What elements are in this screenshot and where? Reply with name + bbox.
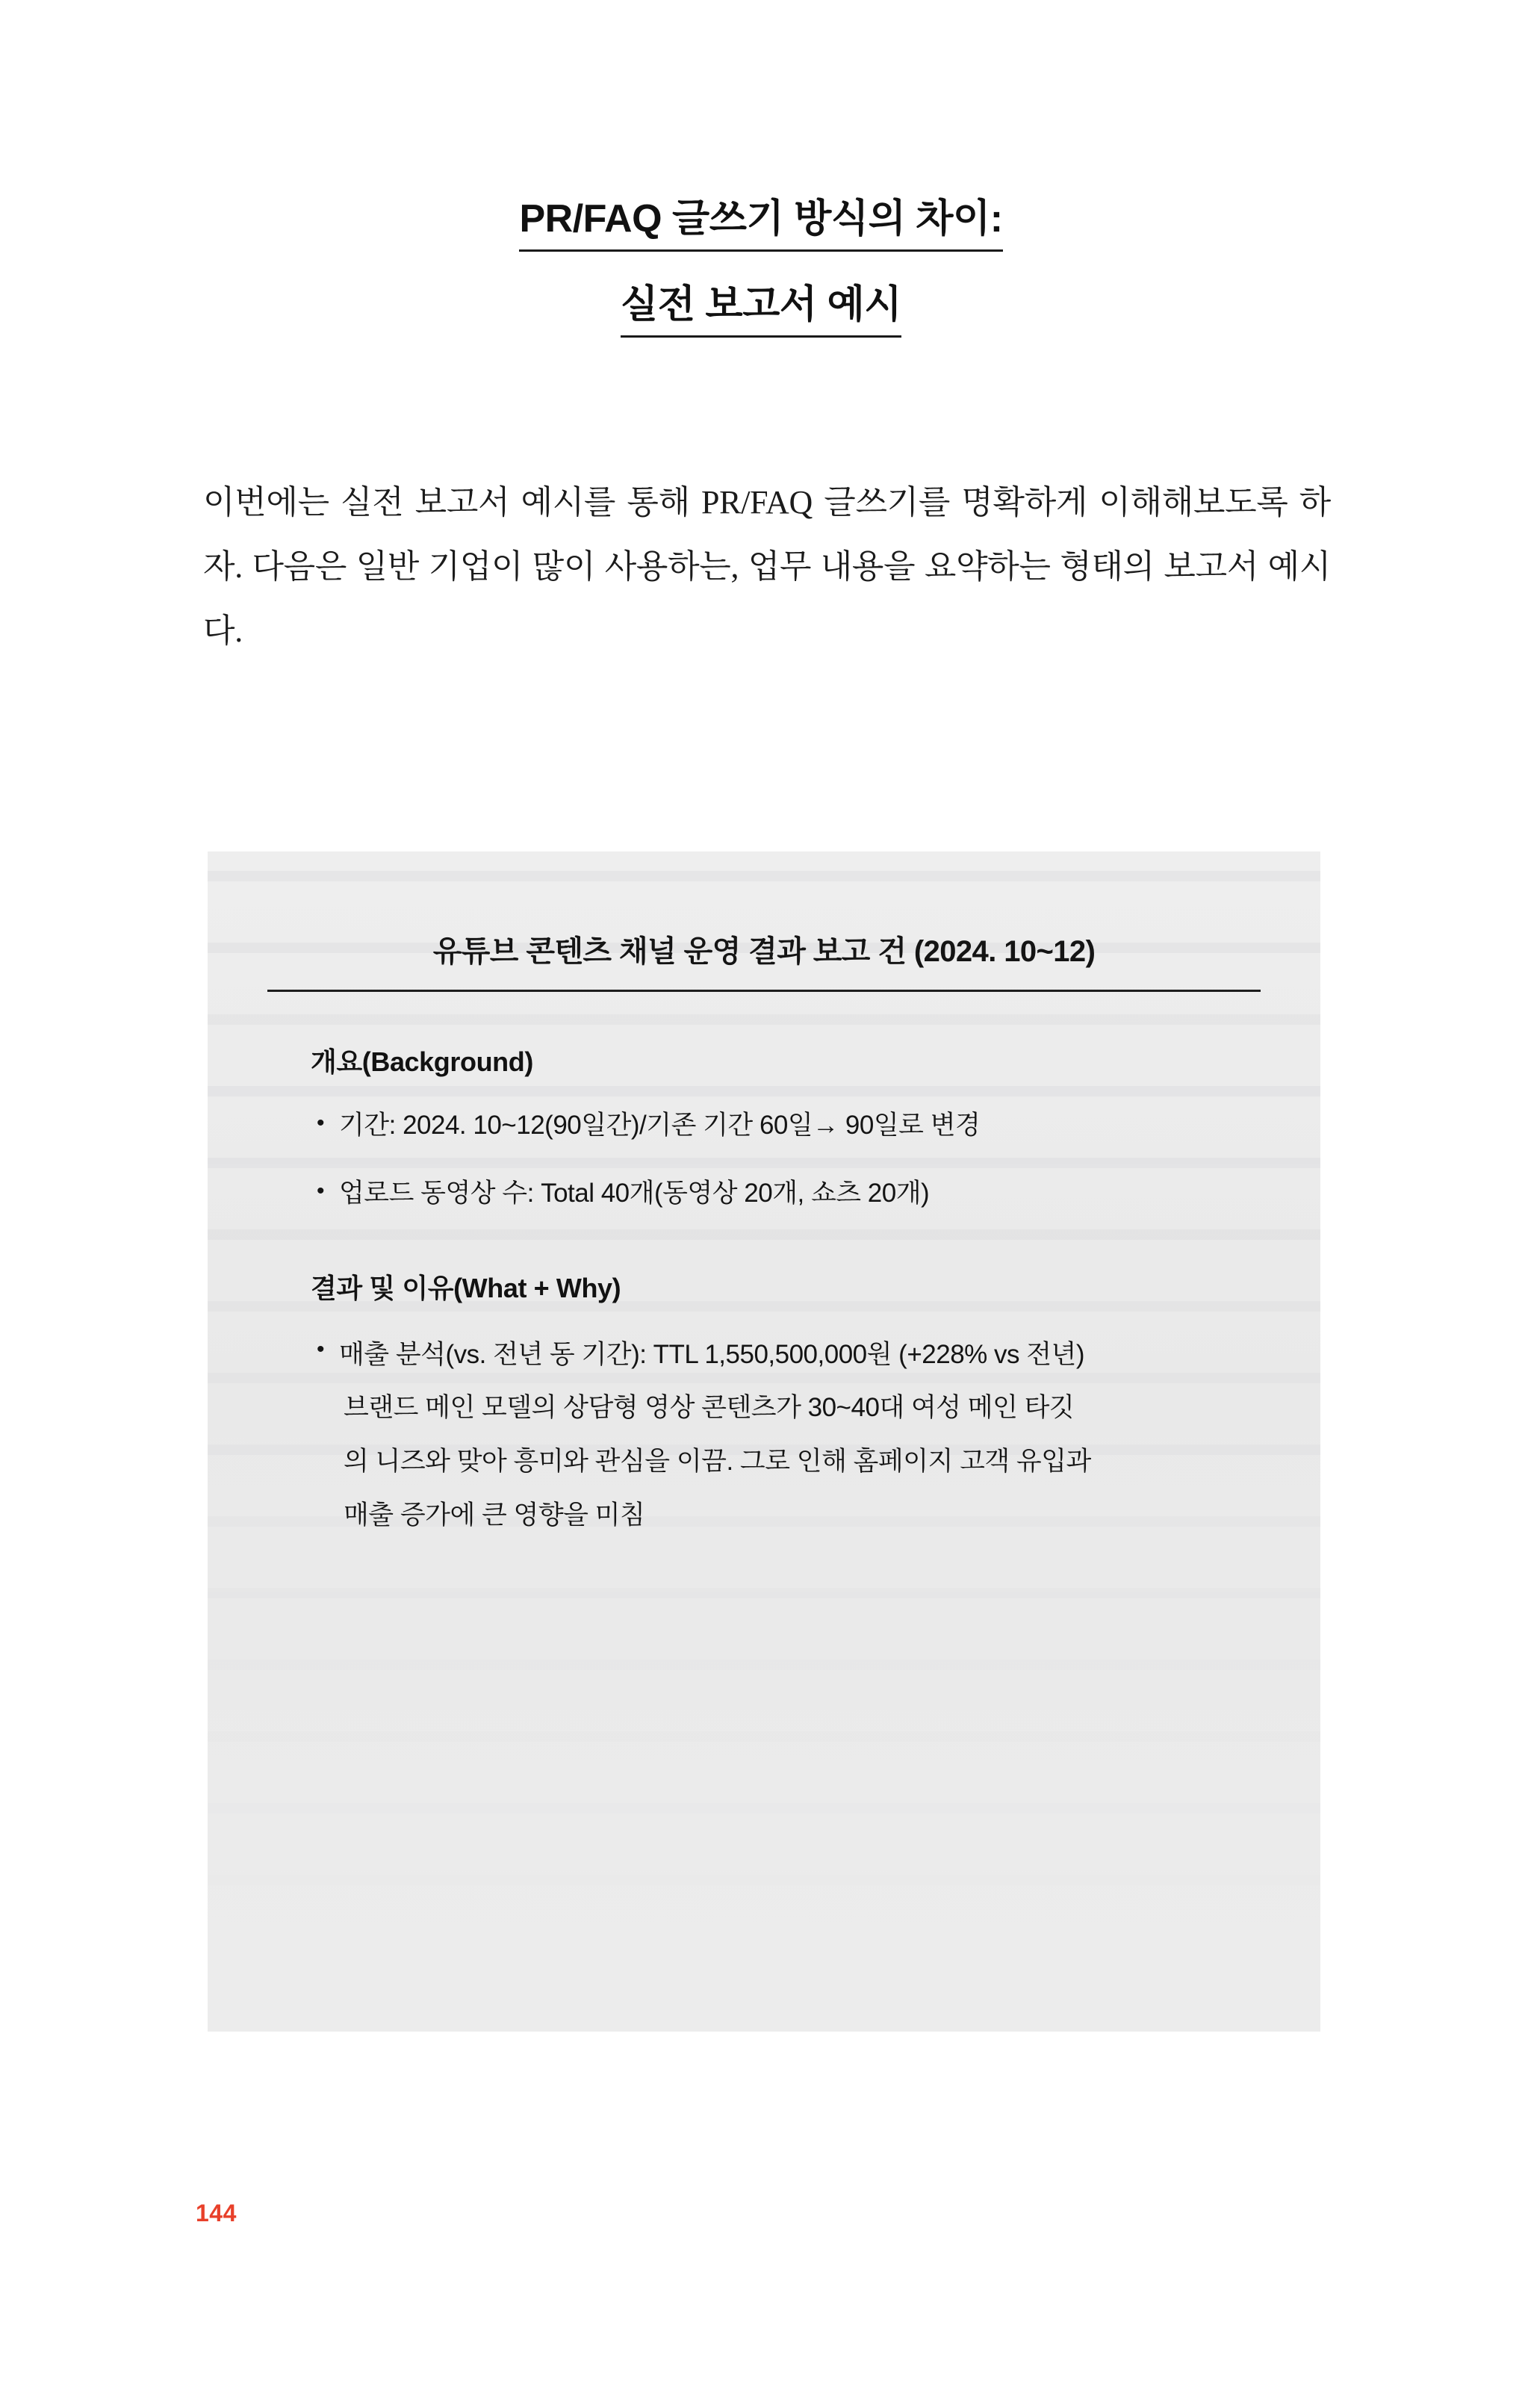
page-title [0,193,1522,338]
bullet-list-background [267,1102,1261,1218]
list-item-line-3: 의 니즈와 맞아 흥미와 관심을 이끔. 그로 인해 홈페이지 고객 유입과 [344,1447,1091,1476]
report-example-card [208,851,1320,2032]
section-heading-background: 개요(Background) [311,1046,533,1077]
list-item [317,1328,1261,1542]
page-number: 144 [196,2200,237,2227]
report-card-title: 유튜브 콘텐츠 채널 운영 결과 보고 건 (2024. 10~12) [432,935,1096,968]
report-section-what-why [267,1267,1261,1542]
list-item-line-4: 매출 증가에 큰 영향을 미침 [344,1500,645,1530]
list-item-line-2: 브랜드 메인 모델의 상담형 영상 콘텐츠가 30~40대 여성 메인 타깃 [344,1393,1075,1423]
report-section-background [267,1041,1261,1218]
report-card-divider [267,990,1261,992]
list-item: • 업로드 동영상 수: Total 40개(동영상 20개, 쇼츠 20개) [317,1170,1261,1218]
list-item: • 기간: 2024. 10~12(90일간)/기존 기간 60일→ 90일로 변경 [317,1102,1261,1150]
page-title-line-2: 실전 보고서 예시 [621,279,901,338]
page-title-line-1: PR/FAQ 글쓰기 방식의 차이: [519,193,1002,252]
bullet-list-what-why [267,1328,1261,1542]
intro-paragraph: 이번에는 실전 보고서 예시를 통해 PR/FAQ 글쓰기를 명확하게 이해해보도록 하자. 다음은 일반 기업이 많이 사용하는, 업무 내용을 요약하는 형태의 보고서 예시다. [203,484,1331,649]
section-heading-what-why: 결과 및 이유(What + Why) [311,1272,621,1303]
list-item-line-1: 매출 분석(vs. 전년 동 기간): TTL 1,550,500,000원 (+228% vs 전년) [339,1339,1085,1369]
